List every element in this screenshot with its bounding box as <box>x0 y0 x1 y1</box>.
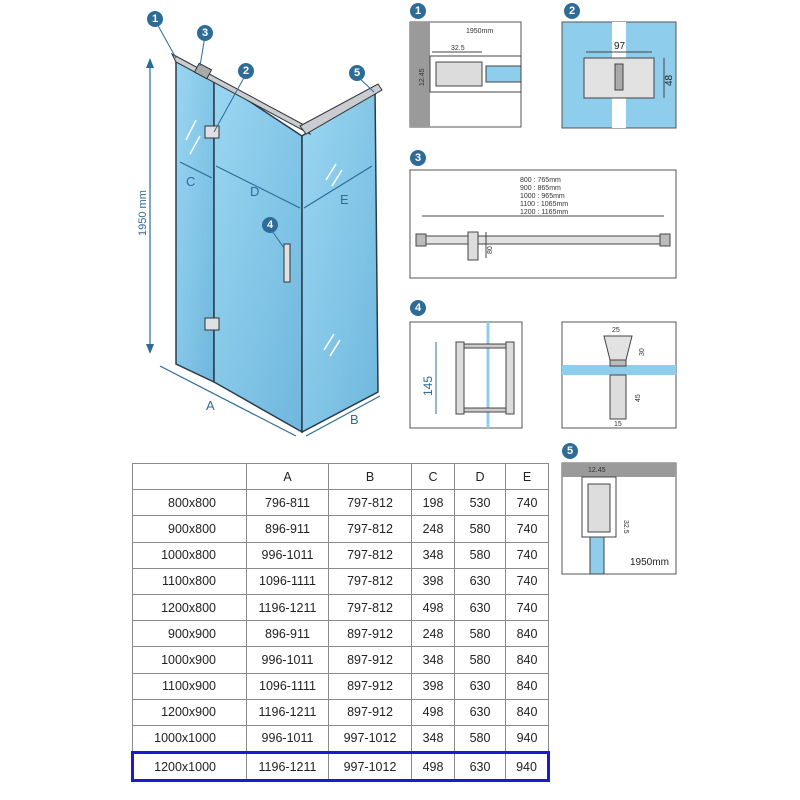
table-cell: 740 <box>506 490 549 516</box>
table-cell: 897-912 <box>329 647 412 673</box>
badge-detail-4 <box>410 300 426 316</box>
detail3-size-1000: 1000 : 965mm <box>520 193 565 200</box>
table-size-cell: 1100x800 <box>133 568 247 594</box>
table-size-cell: 900x800 <box>133 516 247 542</box>
table-cell: 996-1011 <box>247 647 329 673</box>
detail3-size-1200: 1200 : 1165mm <box>520 209 569 216</box>
svg-text:5: 5 <box>566 445 574 457</box>
table-cell: 580 <box>455 516 506 542</box>
detail-5 <box>562 443 676 574</box>
table-size-cell: 1100x900 <box>133 673 247 699</box>
table-cell: 198 <box>412 490 455 516</box>
detail4-right: 30 <box>639 348 646 356</box>
table-row <box>133 490 549 516</box>
label-e: E <box>340 192 349 207</box>
svg-text:2: 2 <box>242 65 250 77</box>
door-handle <box>284 244 290 282</box>
table-header-cell: A <box>247 464 329 490</box>
table-header-cell <box>133 464 247 490</box>
svg-text:3: 3 <box>414 152 422 164</box>
detail2-height: 48 <box>664 74 675 86</box>
table-header-cell: B <box>329 464 412 490</box>
fixed-panel-left <box>176 60 214 382</box>
height-label: 1950 mm <box>137 190 149 236</box>
table-cell: 896-911 <box>247 516 329 542</box>
detail-3 <box>410 150 676 278</box>
label-d: D <box>250 184 260 199</box>
detail5-height: 1950mm <box>630 557 669 568</box>
detail4-handle: 145 <box>421 375 435 396</box>
table-cell: 580 <box>455 647 506 673</box>
side-panel <box>302 88 378 432</box>
table-size-cell: 1000x1000 <box>133 725 247 752</box>
size-table <box>131 463 550 782</box>
svg-text:2: 2 <box>568 5 576 17</box>
table-row <box>133 753 549 781</box>
table-size-cell: 1000x800 <box>133 542 247 568</box>
table-row <box>133 568 549 594</box>
table-size-cell: 1000x900 <box>133 647 247 673</box>
badge-2 <box>238 63 254 79</box>
table-cell: 498 <box>412 753 455 781</box>
table-row <box>133 594 549 620</box>
table-cell: 580 <box>455 621 506 647</box>
table-cell: 630 <box>455 594 506 620</box>
table-size-cell: 800x800 <box>133 490 247 516</box>
table-cell: 1196-1211 <box>247 753 329 781</box>
table-cell: 398 <box>412 673 455 699</box>
table-header-cell: E <box>506 464 549 490</box>
table-cell: 897-912 <box>329 673 412 699</box>
table-cell: 580 <box>455 542 506 568</box>
table-cell: 630 <box>455 699 506 725</box>
table-cell: 498 <box>412 594 455 620</box>
table-row <box>133 647 549 673</box>
badge-detail-2 <box>564 3 580 19</box>
table-cell: 997-1012 <box>329 725 412 752</box>
badge-detail-5 <box>562 443 578 459</box>
table-cell: 797-812 <box>329 516 412 542</box>
detail-4 <box>410 300 522 428</box>
table-cell: 248 <box>412 621 455 647</box>
table-row <box>133 516 549 542</box>
table-cell: 996-1011 <box>247 542 329 568</box>
table-row <box>133 725 549 752</box>
table-cell: 797-812 <box>329 542 412 568</box>
detail-1 <box>410 3 521 127</box>
table-row <box>133 673 549 699</box>
table-cell: 840 <box>506 673 549 699</box>
badge-1 <box>147 11 163 27</box>
table-cell: 348 <box>412 542 455 568</box>
table-cell: 997-1012 <box>329 753 412 781</box>
table-cell: 1196-1211 <box>247 594 329 620</box>
detail3-size-900: 900 : 865mm <box>520 185 561 192</box>
table-cell: 797-812 <box>329 490 412 516</box>
badge-detail-3 <box>410 150 426 166</box>
detail5-side: 32.5 <box>622 520 629 534</box>
table-cell: 398 <box>412 568 455 594</box>
svg-text:3: 3 <box>201 27 209 39</box>
detail2-width: 97 <box>614 41 626 52</box>
svg-text:4: 4 <box>414 302 422 314</box>
table-body <box>133 490 549 781</box>
svg-text:1: 1 <box>414 5 422 17</box>
detail5-top: 12.45 <box>588 467 606 474</box>
table-cell: 996-1011 <box>247 725 329 752</box>
table-cell: 630 <box>455 673 506 699</box>
table-cell: 740 <box>506 594 549 620</box>
table-cell: 897-912 <box>329 699 412 725</box>
table-cell: 1096-1111 <box>247 568 329 594</box>
table-cell: 630 <box>455 568 506 594</box>
badge-3 <box>197 25 213 41</box>
svg-text:1: 1 <box>151 13 159 25</box>
table-size-cell: 1200x900 <box>133 699 247 725</box>
detail4-top: 25 <box>612 327 620 334</box>
shower-enclosure <box>172 54 382 432</box>
table-cell: 1096-1111 <box>247 673 329 699</box>
label-a: A <box>206 398 215 413</box>
detail1-side: 12.45 <box>419 68 426 86</box>
table-cell: 580 <box>455 725 506 752</box>
table-cell: 840 <box>506 647 549 673</box>
badge-5 <box>349 65 365 81</box>
badge-detail-1 <box>410 3 426 19</box>
table-cell: 797-812 <box>329 594 412 620</box>
detail4-side: 45 <box>635 394 642 402</box>
detail4-bottom: 15 <box>614 421 622 428</box>
hinge-top <box>205 126 219 138</box>
table-cell: 498 <box>412 699 455 725</box>
detail3-size-800: 800 : 765mm <box>520 177 561 184</box>
hinge-bottom <box>205 318 219 330</box>
table-cell: 740 <box>506 542 549 568</box>
table-cell: 940 <box>506 753 549 781</box>
table-size-cell: 1200x1000 <box>133 753 247 781</box>
table-cell: 530 <box>455 490 506 516</box>
table-header-cell: C <box>412 464 455 490</box>
table-cell: 940 <box>506 725 549 752</box>
table-row <box>133 542 549 568</box>
table-cell: 348 <box>412 725 455 752</box>
table-cell: 248 <box>412 516 455 542</box>
detail-2 <box>562 3 676 128</box>
detail1-width: 32.5 <box>451 45 465 52</box>
detail1-height: 1950mm <box>466 28 494 35</box>
table-cell: 897-912 <box>329 621 412 647</box>
table-cell: 1196-1211 <box>247 699 329 725</box>
badge-4 <box>262 217 278 233</box>
detail3-small: 80 <box>487 246 494 254</box>
svg-text:4: 4 <box>266 219 274 231</box>
table-cell: 797-812 <box>329 568 412 594</box>
table-cell: 740 <box>506 568 549 594</box>
table-cell: 348 <box>412 647 455 673</box>
table-header-cell: D <box>455 464 506 490</box>
table-row <box>133 621 549 647</box>
table-cell: 740 <box>506 516 549 542</box>
table-row <box>133 699 549 725</box>
table-size-cell: 900x900 <box>133 621 247 647</box>
table-header-row <box>133 464 549 490</box>
svg-text:5: 5 <box>353 67 361 79</box>
table-cell: 796-811 <box>247 490 329 516</box>
table-cell: 630 <box>455 753 506 781</box>
label-b: B <box>350 412 359 427</box>
detail3-size-1100: 1100 : 1065mm <box>520 201 569 208</box>
label-c: C <box>186 174 196 189</box>
table-cell: 840 <box>506 699 549 725</box>
detail-4b <box>562 322 676 428</box>
table-size-cell: 1200x800 <box>133 594 247 620</box>
table-cell: 840 <box>506 621 549 647</box>
table-cell: 896-911 <box>247 621 329 647</box>
